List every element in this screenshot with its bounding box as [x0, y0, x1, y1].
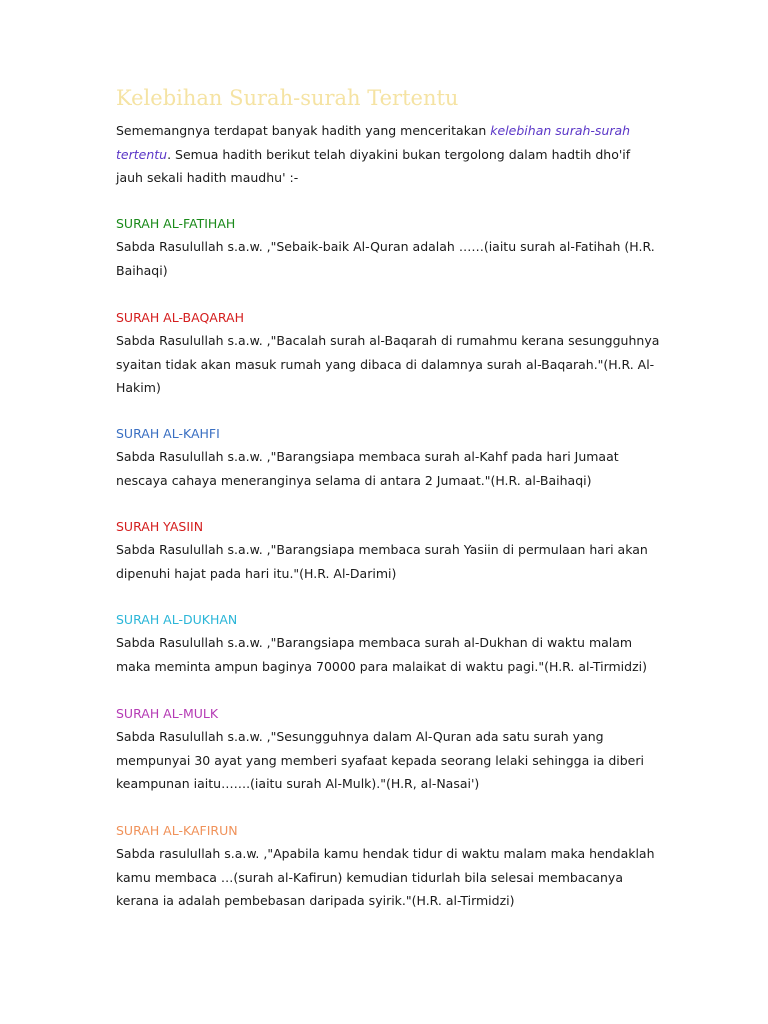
section-al-baqarah: [116, 306, 661, 400]
section-body: Sabda Rasulullah s.a.w. ,"Sebaik-baik Al-Quran adalah ……(iaitu surah al-Fatihah (H.R. Baihaqi): [116, 239, 655, 278]
section-yasiin: [116, 515, 661, 585]
section-al-mulk: [116, 702, 661, 796]
section-al-kahfi: [116, 422, 661, 492]
intro-text-start: Sememangnya terdapat banyak hadith yang menceritakan: [116, 123, 491, 138]
section-heading: SURAH AL-BAQARAH: [116, 310, 244, 325]
intro-emphasis: kelebihan surah-surah tertentu: [116, 123, 631, 162]
section-al-dukhan: [116, 608, 661, 678]
section-heading: SURAH YASIIN: [116, 519, 204, 534]
intro-paragraph: [116, 119, 656, 190]
section-heading: SURAH AL-KAFIRUN: [116, 823, 238, 838]
section-heading: SURAH AL-MULK: [116, 706, 219, 721]
section-body: Sabda Rasulullah s.a.w. ,"Barangsiapa membaca surah al-Kahf pada hari Jumaat nescaya cahaya meneranginya selama di antara 2 Jumaat."(H.R. al-Baihaqi): [116, 449, 619, 488]
section-heading: SURAH AL-KAHFI: [116, 426, 220, 441]
section-body: Sabda Rasulullah s.a.w. ,"Bacalah surah al-Baqarah di rumahmu kerana sesungguhnya syaitan tidak akan masuk rumah yang dibaca di dalamnya surah al-Baqarah."(H.R. Al-Hakim): [116, 333, 660, 395]
section-heading: SURAH AL-DUKHAN: [116, 612, 238, 627]
section-body: Sabda Rasulullah s.a.w. ,"Barangsiapa membaca surah al-Dukhan di waktu malam maka meminta ampun baginya 70000 para malaikat di waktu pagi."(H.R. al-Tirmidzi): [116, 635, 647, 674]
section-body: Sabda rasulullah s.a.w. ,"Apabila kamu hendak tidur di waktu malam maka hendaklah kamu membaca …(surah al-Kafirun) kemudian tidurlah bila selesai membacanya kerana ia adalah pembebasan daripada syirik."(H.R. al-Tirmidzi): [116, 846, 655, 908]
section-body: Sabda Rasulullah s.a.w. ,"Sesungguhnya dalam Al-Quran ada satu surah yang mempunyai 30 ayat yang memberi syafaat kepada seorang lelaki sehingga ia diberi keampunan iaitu…….(iaitu surah Al-Mulk)."(H.R, al-Nasai'): [116, 729, 644, 791]
section-body: Sabda Rasulullah s.a.w. ,"Barangsiapa membaca surah Yasiin di permulaan hari akan dipenuhi hajat pada hari itu."(H.R. Al-Darimi): [116, 542, 648, 581]
intro-text-end: . Semua hadith berikut telah diyakini bukan tergolong dalam hadtih dho'if jauh sekali hadith maudhu' :-: [116, 146, 631, 185]
section-heading: SURAH AL-FATIHAH: [116, 216, 236, 231]
section-al-kafirun: [116, 819, 661, 913]
page-title: Kelebihan Surah-surah Tertentu: [116, 86, 459, 110]
section-al-fatihah: [116, 212, 661, 282]
